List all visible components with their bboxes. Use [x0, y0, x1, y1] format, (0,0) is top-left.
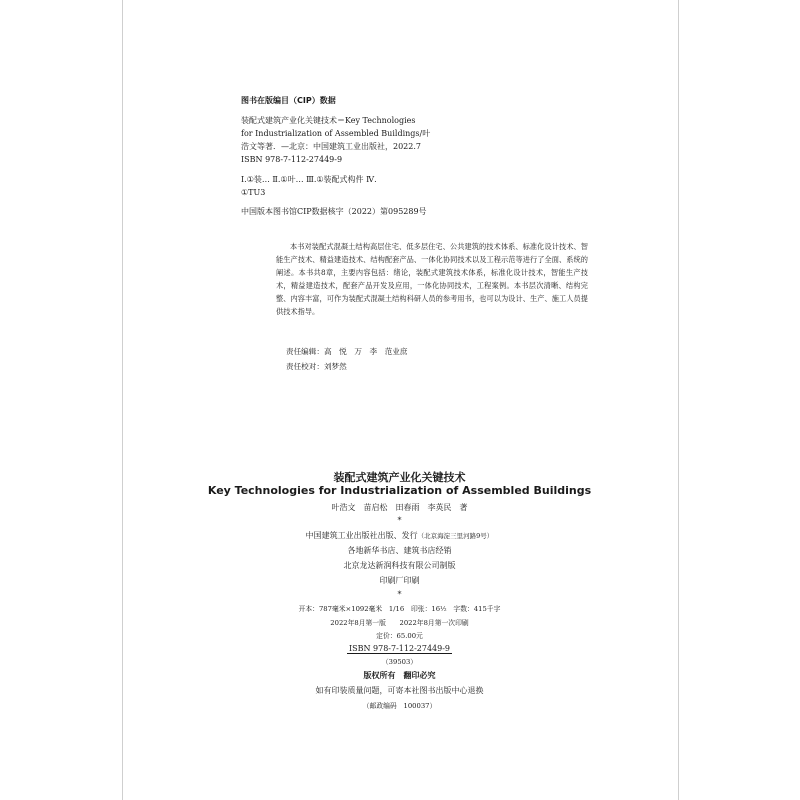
return-notice: 如有印装质量问题，可寄本社图书出版中心退换 [315, 686, 484, 695]
book-abstract [276, 240, 588, 318]
cip-classification: Ⅰ.①装… Ⅱ.①叶… Ⅲ.①装配式构件 Ⅳ. [241, 175, 377, 184]
price-line: 定价：65.00元 [376, 632, 423, 640]
abstract-text: 本书对装配式混凝土结构高层住宅、低多层住宅、公共建筑的技术体系、标准化设计技术、智能生产技术、精益建造技术、结构配套产品、一体化协同技术以及工程示范等进行了全面、系统的阐述。本书共8章，主要内容包括：绪论，装配式建筑技术体系，标准化设计技术，智能生产技术，精益建造技术，配套产品开发及应用，一体化协同技术，工程案例。本书层次清晰、结构完整、内容丰富，可作为装配式混凝土结构科研人员的参考用书，也可以为设计、生产、施工人员提供技术指导。 [276, 242, 588, 316]
isbn-line [122, 644, 677, 653]
cip-isbn: ISBN 978-7-112-27449-9 [241, 155, 343, 164]
rights-line: 版权所有 翻印必究 [363, 671, 436, 680]
distributor-line: 各地新华书店、建筑书店经销 [347, 546, 452, 555]
separator-star: * [397, 590, 402, 599]
isbn-number: ISBN 978-7-112-27449-9 [348, 644, 451, 653]
separator-star: * [397, 516, 402, 525]
book-authors: 叶浩文 苗启松 田春雨 李英民 著 [331, 503, 468, 512]
cip-classification-code: ①TU3 [241, 188, 266, 197]
plate-maker-line: 北京龙达新润科技有限公司制版 [343, 561, 456, 570]
cip-line: 装配式建筑产业化关键技术＝Key Technologies [241, 116, 416, 125]
publisher-line [122, 530, 677, 541]
cip-record-number: 中国版本图书馆CIP数据核字（2022）第095289号 [241, 207, 427, 216]
publisher-name: 中国建筑工业出版社出版、发行 [305, 531, 418, 540]
postcode-line: （邮政编码 100037） [362, 702, 437, 710]
publisher-address: （北京海淀三里河路9号） [417, 532, 494, 540]
responsible-editor: 责任编辑：高 悦 万 李 范业庶 [286, 347, 408, 356]
cip-heading: 图书在版编目（CIP）数据 [241, 96, 336, 105]
cip-line: 浩文等著．—北京：中国建筑工业出版社，2022.7 [241, 142, 421, 151]
format-line: 开本：787毫米×1092毫米 1/16 印张：16½ 字数：415千字 [298, 605, 501, 613]
book-title-en: Key Technologies for Industrialization of Assembled Buildings [207, 484, 592, 497]
responsible-proofreader: 责任校对：刘梦然 [286, 362, 347, 371]
printer-line: 印刷厂印刷 [379, 576, 420, 585]
book-title-cn: 装配式建筑产业化关键技术 [333, 471, 466, 484]
edition-line: 2022年8月第一版 2022年8月第一次印刷 [330, 619, 469, 627]
cip-line: for Industrialization of Assembled Buildings/叶 [241, 129, 431, 138]
book-code: （39503） [381, 658, 418, 666]
